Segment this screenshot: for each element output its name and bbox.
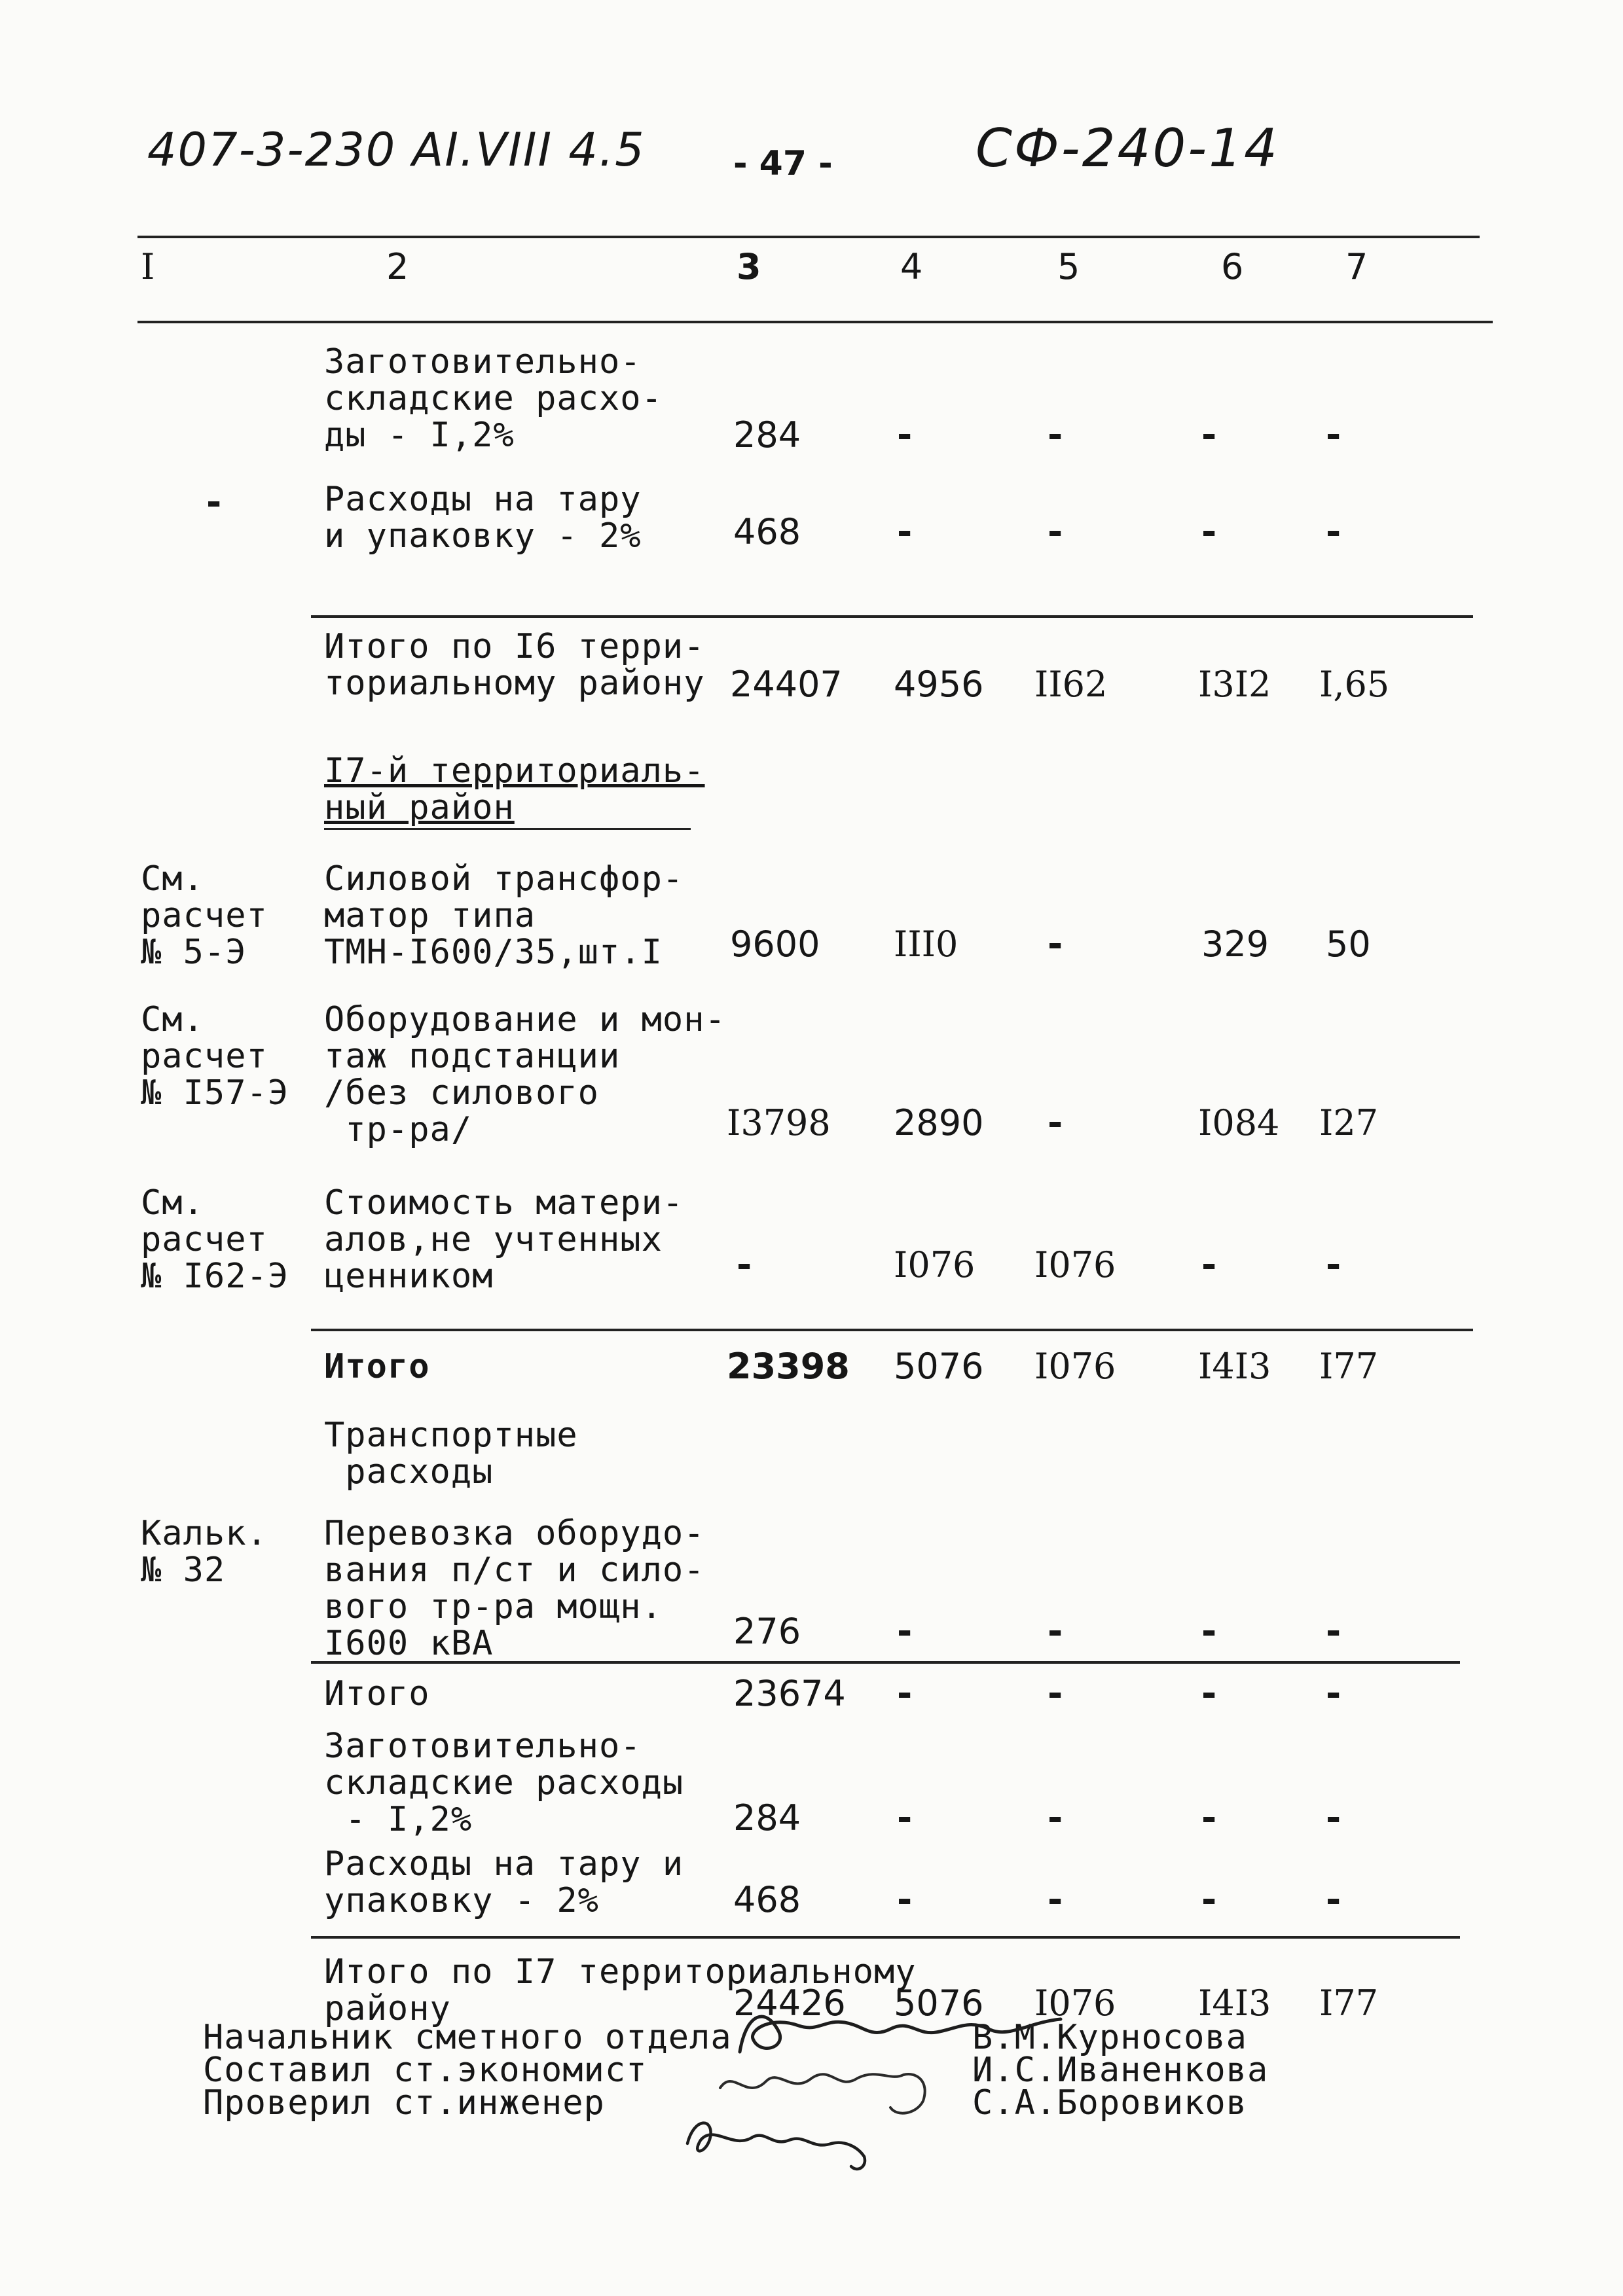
document-code: 407-3-230 АI.VIII 4.5 [147,123,646,177]
row-value-col7: - [1326,511,1341,553]
row-value-col3: 468 [733,511,801,552]
row-value-col5: I076 [1034,1346,1116,1387]
row-reference: См. расчет № I62-Э [141,1183,289,1296]
column-header-5: 5 [1057,246,1080,287]
handwritten-signature-checker [674,2104,884,2176]
row-value-col4: - [897,414,913,456]
row-description: Расходы на тару и упаковку - 2% [324,480,642,556]
row-value-col5: - [1048,923,1063,965]
header-bottom-rule [137,321,1493,323]
row-value-col3: 284 [733,414,801,456]
row-value-col6: - [1201,1672,1217,1715]
row-value-col5: - [1048,1102,1063,1144]
row-value-col5: I076 [1034,1244,1116,1285]
section-heading-underline [324,828,691,830]
row-value-col5: II62 [1034,664,1108,705]
row-value-col3: 23398 [727,1346,850,1387]
row-value-col6: I084 [1198,1102,1280,1143]
subtotal-rule [311,615,1473,618]
row-value-col7: - [1326,1244,1341,1286]
section-heading: I7-й территориаль- ный район [324,751,705,827]
row-value-col7: I77 [1319,1346,1379,1387]
row-value-col6: - [1201,414,1217,456]
row-value-col5: - [1048,1610,1063,1653]
signature-role-head: Начальник сметного отдела [203,2018,732,2057]
row-value-col7: I,65 [1319,664,1390,705]
row-description: Силовой трансфор- матор типа ТМН-I600/35,шт.I [324,859,684,972]
row-value-col5: - [1048,1672,1063,1715]
row-value-col3: 284 [733,1797,801,1839]
row-value-col6: - [1201,511,1217,553]
row-description: Заготовительно- складские расхо- ды - I,2% [324,342,663,455]
column-header-3: 3 [737,246,761,287]
row-description: Итого [324,1674,430,1713]
row-description: Заготовительно- складские расходы - I,2% [324,1727,684,1839]
column-header-4: 4 [900,246,923,287]
row-value-col7: - [1326,414,1341,456]
row-value-col4: - [897,1610,913,1653]
row-value-col4: - [897,1878,913,1921]
row-value-col7: I77 [1319,1982,1379,2024]
row-value-col3: 24426 [733,1982,846,2024]
row-value-col7: - [1326,1610,1341,1653]
subtotal-rule [311,1936,1460,1939]
row-value-col5: - [1048,511,1063,553]
row-value-col7: - [1326,1672,1341,1715]
table-top-rule [137,236,1480,238]
row-value-col4: 5076 [894,1982,984,2024]
row-value-col6: - [1201,1244,1217,1286]
row-value-col7: - [1326,1878,1341,1921]
column-header-6: 6 [1221,246,1244,287]
row-description: Расходы на тару и упаковку - 2% [324,1844,684,1920]
row-value-col4: I076 [894,1244,976,1285]
row-value-col6: I4I3 [1198,1346,1271,1387]
row-value-col4: 4956 [894,664,984,705]
row-value-col4: 5076 [894,1346,984,1387]
row-value-col6: 329 [1201,924,1269,965]
subtotal-rule [311,1661,1460,1664]
section-heading: Транспортные расходы [324,1416,578,1492]
signature-name-compiler: И.С.Иваненкова [972,2051,1269,2090]
row-value-col7: 50 [1326,924,1371,965]
row-value-col3: 468 [733,1879,801,1920]
row-value-col3: 276 [733,1611,801,1652]
signature-role-compiler: Составил ст.экономист [203,2051,647,2090]
row-value-col4: III0 [894,924,958,965]
row-description: Стоимость матери- алов,не учтенных ценником [324,1183,684,1296]
row-description: Перевозка оборудо- вания п/ст и сило- вого тр-ра мощн. I600 кВА [324,1514,705,1663]
row-value-col5: - [1048,1797,1063,1839]
row-value-col5: I076 [1034,1982,1116,2024]
row-value-col4: - [897,1672,913,1715]
signature-name-checker: С.А.Боровиков [972,2083,1247,2123]
row-value-col6: - [1201,1878,1217,1921]
signature-name-head: В.М.Курносова [972,2018,1247,2057]
row-description: Итого по I7 территориальному району [324,1952,917,2028]
row-reference: См. расчет № I57-Э [141,1000,289,1113]
row-value-col5: - [1048,414,1063,456]
row-value-col3: 24407 [730,664,843,705]
row-value-col3: 9600 [730,924,820,965]
row-description: Итого [324,1347,430,1386]
row-value-col3: 23674 [733,1673,846,1714]
column-header-2: 2 [386,246,409,287]
row-value-col7: I27 [1319,1102,1379,1143]
row-value-col6: I3I2 [1198,664,1271,705]
subtotal-rule [311,1329,1473,1331]
page-number: - 47 - [733,144,833,183]
column-header-7: 7 [1345,246,1368,287]
row-value-col4: - [897,1797,913,1839]
series-code: СФ-240-14 [976,118,1279,179]
row-value-col6: I4I3 [1198,1982,1271,2024]
row-value-col4: 2890 [894,1102,984,1143]
row-reference: - [206,481,222,524]
row-reference: Кальк. № 32 [141,1514,268,1590]
row-value-col5: - [1048,1878,1063,1921]
column-header-1: I [141,246,155,287]
signature-role-checker: Проверил ст.инженер [203,2083,605,2123]
row-value-col6: - [1201,1797,1217,1839]
row-description: Итого по I6 терри- ториальному району [324,627,705,703]
row-description: Оборудование и мон- таж подстанции /без силового тр-ра/ [324,1000,726,1149]
row-value-col3: I3798 [727,1102,831,1143]
row-reference: См. расчет № 5-Э [141,859,268,972]
row-value-col3: - [737,1244,752,1286]
row-value-col6: - [1201,1610,1217,1653]
row-value-col4: - [897,511,913,553]
row-value-col7: - [1326,1797,1341,1839]
